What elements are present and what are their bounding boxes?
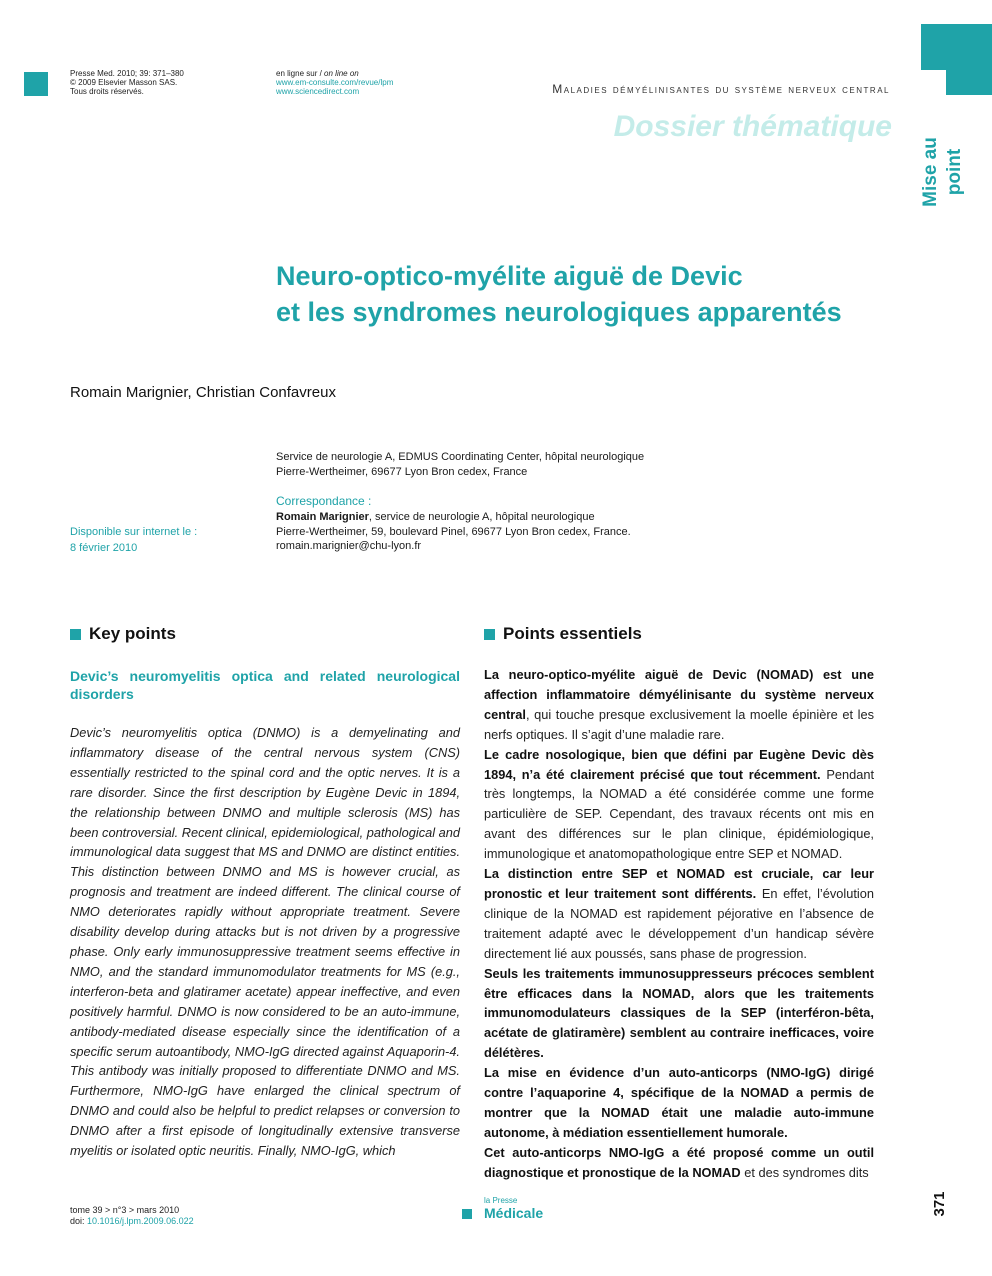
key-points-heading — [70, 624, 176, 644]
paragraph — [484, 745, 874, 864]
article-title — [276, 258, 896, 330]
bold-text: Le cadre nosologique, bien que défini par Eugène Devic dès 1894, n’a été clairement précisé que tout récemment. — [484, 746, 874, 782]
corner-tab-right — [921, 24, 992, 95]
dossier-label: Dossier thématique — [613, 110, 892, 143]
issue-text: tome 39 > n°3 > mars 2010 — [70, 1205, 180, 1215]
authors: Romain Marignier, Christian Confavreux — [70, 384, 336, 401]
regular-text: En effet, l’évolution clinique de la NOMAD est rapidement péjorative en l’absence de traitement adapté avec le développement d’un handicap sévère directement lié aux poussés, sans phase de progression. — [484, 885, 874, 961]
corr-name: Romain Marignier — [276, 511, 369, 523]
paragraph — [484, 1063, 874, 1143]
online-info — [276, 69, 393, 96]
corr-email[interactable]: romain.marignier@chu-lyon.fr — [276, 540, 422, 552]
square-bullet-icon — [70, 629, 81, 640]
key-points-heading-text: Key points — [89, 624, 176, 643]
key-points-subtitle: Devic’s neuromyelitis optica and related neurological disorders — [70, 668, 460, 702]
square-bullet-icon — [484, 629, 495, 640]
correspondence-label: Correspondance : — [276, 494, 372, 508]
affiliation-line-1: Service de neurologie A, EDMUS Coordinating Center, hôpital neurologique — [276, 451, 645, 463]
rights-text: Tous droits réservés. — [70, 87, 144, 96]
citation-text: Presse Med. 2010; 39: 371–380 — [70, 69, 184, 78]
copyright-text: © 2009 Elsevier Masson SAS. — [70, 78, 178, 87]
logo-small-text: la Presse — [484, 1196, 518, 1205]
paragraph — [484, 864, 874, 964]
points-essentiels-heading — [484, 624, 642, 644]
bold-text: La neuro-optico-myélite aiguë de Devic (NOMAD) est une affection inflammatoire démyélinisante du système nerveux central — [484, 667, 874, 722]
regular-text: , qui touche presque exclusivement la moelle épinière et les nerfs optiques. Il s’agit d’une maladie rare. — [484, 706, 874, 742]
paragraph — [484, 964, 874, 1064]
title-line-2: et les syndromes neurologiques apparentés — [276, 297, 842, 327]
page-number: 371 — [931, 1191, 948, 1217]
regular-text: Pendant très longtemps, la NOMAD a été considérée comme une forme particulière de SEP. Cependant, des travaux récents ont mis en avant des différences sur le plan clinique, épidémiologique, immunologique et anatomopathologique entre SEP et NOMAD. — [484, 766, 875, 862]
corner-square-left — [24, 72, 48, 96]
paragraph — [484, 1143, 874, 1183]
available-label: Disponible sur internet le : — [70, 526, 198, 538]
key-points-body: Devic’s neuromyelitis optica (DNMO) is a demyelinating and inflammatory disease of the central nervous system (CNS) essentially restricted to the spinal cord and the optic nerves. It is a rare disorder. Since the first description by Eugène Devic in 1894, the relationship between DNMO and multiple sclerosis (MS) has been controversial. Recent clinical, epidemiological, pathological and immunological data suggest that MS and DNMO are distinct entities. This distinction between DNMO and MS is however crucial, as prognosis and treatment are indeed different. The clinical course of NMO deteriorates rapidly without appropriate treatment. Severe disability develop during attacks but is not driven by a progressive phase. Only early immunosuppressive treatment seems effective in NMO, and the standard immunomodulator treatments for MS (e.g., interferon-beta and glatiramer acetate) appear ineffective, and even positively harmful. DNMO is now considered to be an auto-immune, antibody-mediated disease especially since the identification of a specific serum autoantibody, NMO-IgG directed against Aquaporin-4. This antibody was initially proposed to differentiate DNMO and MS. Furthermore, NMO-IgG have enlarged the clinical spectrum of DNMO and could also be helpful to predict relapses or conversion to DNMO after a first episode of longitudinally extensive transverse myelitis or isolated optic neuritis. Finally, NMO-IgG, which — [70, 725, 460, 1159]
bold-text: Seuls les traitements immunosuppresseurs précoces semblent être efficaces dans la NOMAD, alors que les traitements immunomodulateurs classiques de la SEP (interféron-bêta, acétate de glatiramère) semblent au contraire inefficaces, voire délétères. — [484, 965, 874, 1061]
logo-big-text: Médicale — [484, 1205, 544, 1221]
doi-link[interactable]: 10.1016/j.lpm.2009.06.022 — [87, 1216, 194, 1226]
title-line-1: Neuro-optico-myélite aiguë de Devic — [276, 261, 743, 291]
points-essentiels-body — [484, 665, 874, 1183]
correspondence — [276, 510, 696, 554]
footer-issue — [70, 1205, 194, 1227]
section-header: Maladies démyélinisantes du système nerveux central — [552, 82, 890, 96]
bold-text: La distinction entre SEP et NOMAD est cruciale, car leur pronostic et leur traitement sont différents. — [484, 866, 874, 901]
online-label-en: on line on — [324, 69, 359, 78]
available-date: 8 février 2010 — [70, 542, 138, 554]
regular-text: et des syndromes dits — [740, 1164, 869, 1180]
paragraph — [484, 665, 874, 745]
corr-line-1: , service de neurologie A, hôpital neurologique — [368, 511, 595, 523]
url-sciencedirect[interactable]: www.sciencedirect.com — [276, 87, 360, 96]
affiliation-line-2: Pierre-Wertheimer, 69677 Lyon Bron cedex, France — [276, 466, 528, 478]
url-em-consulte[interactable]: www.em-consulte.com/revue/lpm — [276, 78, 394, 87]
doi-label: doi: — [70, 1216, 88, 1226]
affiliation — [276, 450, 696, 480]
journal-logo — [462, 1196, 543, 1221]
bold-text: La mise en évidence d’un auto-anticorps (NMO-IgG) dirigé contre l’aquaporine 4, spécifique de la NOMAD a permis de montrer que la NOMAD était une maladie auto-immune autonome, à médiation essentiellement humorale. — [484, 1065, 874, 1140]
side-label: Mise au point — [920, 137, 965, 207]
corr-line-2: Pierre-Wertheimer, 59, boulevard Pinel, 69677 Lyon Bron cedex, France. — [276, 525, 631, 538]
points-essentiels-heading-text: Points essentiels — [503, 624, 642, 643]
availability — [70, 524, 250, 556]
logo-square-icon — [462, 1209, 472, 1219]
journal-citation — [70, 69, 184, 96]
online-label-fr: en ligne sur / — [276, 69, 322, 78]
bold-text: Cet auto-anticorps NMO-IgG a été proposé comme un outil diagnostique et pronostique de la NOMAD — [484, 1144, 874, 1180]
